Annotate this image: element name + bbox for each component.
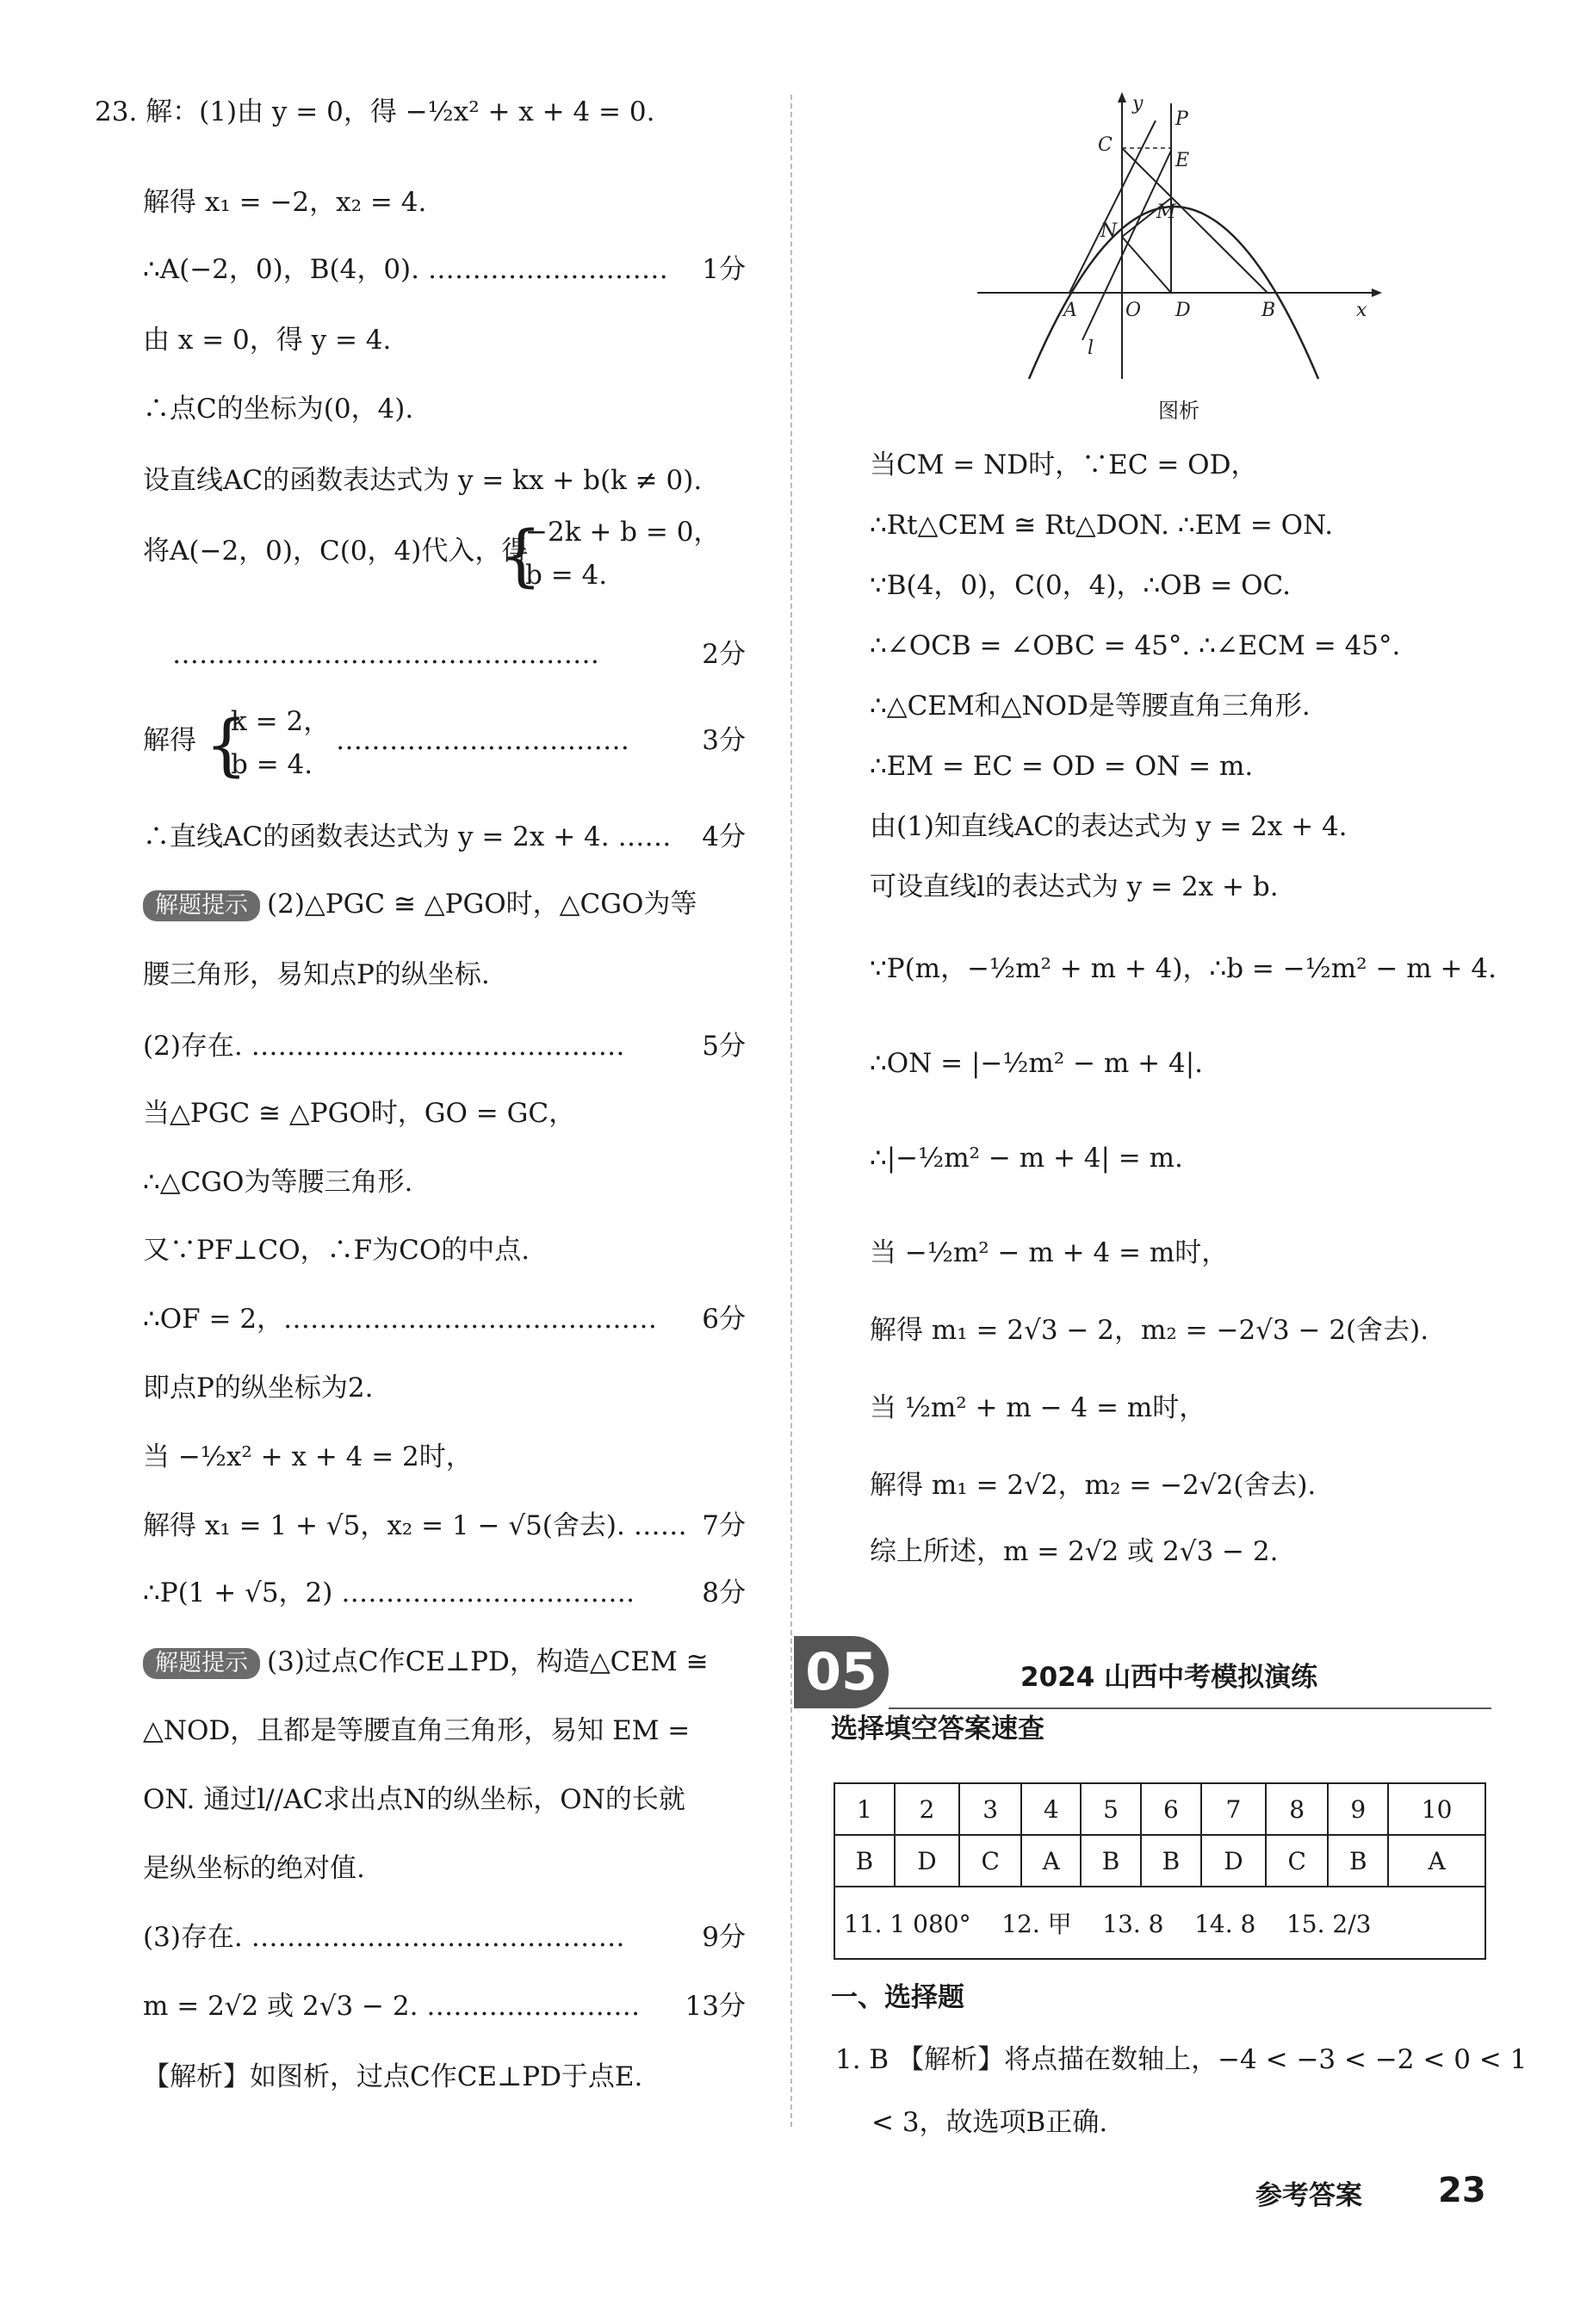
answer-number: 9 xyxy=(1328,1783,1388,1835)
label-b: B xyxy=(1261,300,1276,321)
solution-line: …………………………… 3分 xyxy=(336,725,746,756)
fill-answer: 13. 8 xyxy=(1102,1910,1164,1938)
label-p: P xyxy=(1175,108,1188,130)
fill-answer: 11. 1 080° xyxy=(844,1910,971,1938)
choice-heading: 一、选择题 xyxy=(831,1982,964,2013)
answer-letter: C xyxy=(959,1835,1021,1887)
hint-line: 是纵坐标的绝对值. xyxy=(143,1853,365,1884)
hint-line: 解题提示 (3)过点C作CE⊥PD，构造△CEM ≅ xyxy=(143,1645,709,1679)
fill-answer: 14. 8 xyxy=(1194,1910,1256,1938)
solution-line: 可设直线l的表达式为 y = 2x + b. xyxy=(870,871,1279,902)
solution-line: 解得 xyxy=(143,725,196,756)
system-eq: k = 2， xyxy=(231,706,331,737)
answer-letter: C xyxy=(1266,1835,1328,1887)
solution-line: ………………………………………… 2分 xyxy=(172,639,746,670)
fill-answer: 12. 甲 xyxy=(1001,1910,1072,1938)
solution-line: ∴直线AC的函数表达式为 y = 2x + 4. …… 4分 xyxy=(143,821,746,852)
solution-line: 解得 x₁ = −2，x₂ = 4. xyxy=(143,187,427,218)
question-line: < 3，故选项B正确. xyxy=(871,2107,1108,2138)
solution-line: 23. 解：(1)由 y = 0，得 −½x² + x + 4 = 0. xyxy=(95,96,655,127)
system-brace: { xyxy=(499,517,542,595)
solution-line: ∴|−½m² − m + 4| = m. xyxy=(870,1143,1183,1174)
label-d: D xyxy=(1175,300,1191,321)
score: 3分 xyxy=(702,725,746,756)
solution-line: 由(1)知直线AC的表达式为 y = 2x + 4. xyxy=(870,811,1348,842)
system-eq: b = 4. xyxy=(525,560,608,591)
hint-line: 腰三角形，易知点P的纵坐标. xyxy=(143,959,490,990)
solution-line: 当 −½x² + x + 4 = 2时， xyxy=(143,1441,473,1472)
score: 5分 xyxy=(702,1031,746,1062)
answer-table xyxy=(834,1782,1486,1960)
label-c: C xyxy=(1098,134,1113,156)
solution-line: 即点P的纵坐标为2. xyxy=(143,1373,374,1404)
answer-number: 6 xyxy=(1141,1783,1201,1835)
answer-letter: A xyxy=(1388,1835,1485,1887)
solution-line: ∴ON = |−½m² − m + 4|. xyxy=(870,1048,1204,1079)
solution-line: 解得 m₁ = 2√3 − 2，m₂ = −2√3 − 2(舍去). xyxy=(870,1315,1429,1346)
geometry-figure xyxy=(977,90,1382,435)
score: 4分 xyxy=(702,821,746,852)
solution-line: ∴EM = EC = OD = ON = m. xyxy=(870,751,1254,782)
label-a: A xyxy=(1063,300,1077,321)
score: 9分 xyxy=(702,1922,746,1953)
solution-line: 当CM = ND时，∵EC = OD， xyxy=(870,449,1258,480)
solution-line: 综上所述，m = 2√2 或 2√3 − 2. xyxy=(870,1536,1279,1567)
score: 8分 xyxy=(702,1577,746,1608)
answer-letter: B xyxy=(834,1835,895,1887)
answer-number: 10 xyxy=(1388,1783,1485,1835)
system-brace: { xyxy=(205,707,248,784)
hint-line: 解题提示 (2)△PGC ≅ △PGO时，△CGO为等 xyxy=(143,887,697,921)
solution-line: 将A(−2，0)，C(0，4)代入，得 xyxy=(143,536,529,567)
score: 1分 xyxy=(702,254,746,285)
answer-letter: B xyxy=(1141,1835,1201,1887)
score: 6分 xyxy=(702,1304,746,1335)
section-title: 2024 山西中考模拟演练 xyxy=(1020,1662,1318,1693)
section-badge: 05 xyxy=(794,1636,889,1708)
footer-label: 参考答案 xyxy=(1255,2180,1362,2211)
answer-number: 8 xyxy=(1266,1783,1328,1835)
column-divider xyxy=(790,95,792,2127)
solution-line: m = 2√2 或 2√3 − 2. …………………… 13分 xyxy=(143,1991,746,2022)
system-eq: b = 4. xyxy=(231,749,313,780)
answer-letter: B xyxy=(1081,1835,1141,1887)
solution-line: 解得 m₁ = 2√2，m₂ = −2√2(舍去). xyxy=(870,1470,1317,1501)
solution-line: ∵B(4，0)，C(0，4)，∴OB = OC. xyxy=(870,570,1291,601)
fill-answer: 15. 2/3 xyxy=(1286,1910,1372,1938)
section-subtitle: 选择填空答案速查 xyxy=(831,1714,1044,1745)
label-e: E xyxy=(1175,150,1190,171)
answer-number: 4 xyxy=(1021,1783,1081,1835)
solution-line: 当 ½m² + m − 4 = m时， xyxy=(870,1392,1206,1423)
solution-line: 又∵PF⊥CO，∴F为CO的中点. xyxy=(143,1235,530,1266)
solution-line: ∴A(−2，0)，B(4，0). ……………………… 1分 xyxy=(143,254,746,285)
answer-number: 3 xyxy=(959,1783,1021,1835)
answer-letters-row xyxy=(834,1835,1485,1887)
label-l: l xyxy=(1088,338,1094,359)
score: 7分 xyxy=(702,1510,746,1541)
hint-badge: 解题提示 xyxy=(143,1648,260,1679)
fill-answers-row xyxy=(834,1887,1485,1959)
parabola-diagram xyxy=(977,90,1382,435)
answer-number: 5 xyxy=(1081,1783,1141,1835)
solution-line: 当 −½m² − m + 4 = m时， xyxy=(870,1237,1229,1268)
hint-line: ON. 通过l//AC求出点N的纵坐标，ON的长就 xyxy=(143,1784,685,1815)
label-y: y xyxy=(1132,93,1144,115)
fill-answers-cell xyxy=(834,1887,1485,1959)
solution-line: 当△PGC ≅ △PGO时，GO = GC， xyxy=(143,1098,576,1129)
answer-number: 1 xyxy=(834,1783,895,1835)
figure-caption: 图析 xyxy=(1158,399,1199,423)
answer-letter: B xyxy=(1328,1835,1388,1887)
solution-line: (2)存在. …………………………………… 5分 xyxy=(143,1031,746,1062)
score: 13分 xyxy=(685,1991,746,2022)
section-rule xyxy=(889,1707,1491,1709)
solution-line: ∴点C的坐标为(0，4). xyxy=(143,394,414,425)
solution-line: ∴∠OCB = ∠OBC = 45°. ∴∠ECM = 45°. xyxy=(870,630,1401,661)
solution-line: ∴△CEM和△NOD是等腰直角三角形. xyxy=(870,691,1311,722)
solution-line: ∴Rt△CEM ≅ Rt△DON. ∴EM = ON. xyxy=(870,510,1334,541)
label-x: x xyxy=(1356,300,1367,321)
label-m: M xyxy=(1156,201,1176,223)
answer-letter: A xyxy=(1021,1835,1081,1887)
page-number: 23 xyxy=(1438,2171,1486,2210)
solution-line: ∴P(1 + √5，2) …………………………… 8分 xyxy=(143,1577,746,1608)
answer-letter: D xyxy=(1201,1835,1266,1887)
solution-line: 设直线AC的函数表达式为 y = kx + b(k ≠ 0). xyxy=(143,465,703,496)
solution-line: (3)存在. …………………………………… 9分 xyxy=(143,1922,746,1953)
label-o: O xyxy=(1125,300,1142,321)
answer-number: 2 xyxy=(895,1783,959,1835)
answer-number: 7 xyxy=(1201,1783,1266,1835)
label-n: N xyxy=(1100,220,1118,242)
answer-letter: D xyxy=(895,1835,959,1887)
hint-badge: 解题提示 xyxy=(143,890,260,921)
system-eq: −2k + b = 0， xyxy=(525,517,721,548)
solution-line: 由 x = 0，得 y = 4. xyxy=(143,325,392,356)
solution-line: 【解析】如图析，过点C作CE⊥PD于点E. xyxy=(143,2061,643,2092)
solution-line: ∵P(m，−½m² + m + 4)，∴b = −½m² − m + 4. xyxy=(870,953,1497,984)
solution-line: ∴OF = 2，…………………………………… 6分 xyxy=(143,1304,746,1335)
score: 2分 xyxy=(702,639,746,670)
solution-line: 解得 x₁ = 1 + √5，x₂ = 1 − √5(舍去). …… 7分 xyxy=(143,1510,746,1541)
hint-line: △NOD，且都是等腰直角三角形，易知 EM = xyxy=(143,1715,691,1746)
solution-line: ∴△CGO为等腰三角形. xyxy=(143,1167,413,1198)
answer-numbers-row xyxy=(834,1783,1485,1835)
question-line: 1. B 【解析】将点描在数轴上，−4 < −3 < −2 < 0 < 1 xyxy=(835,2044,1528,2075)
